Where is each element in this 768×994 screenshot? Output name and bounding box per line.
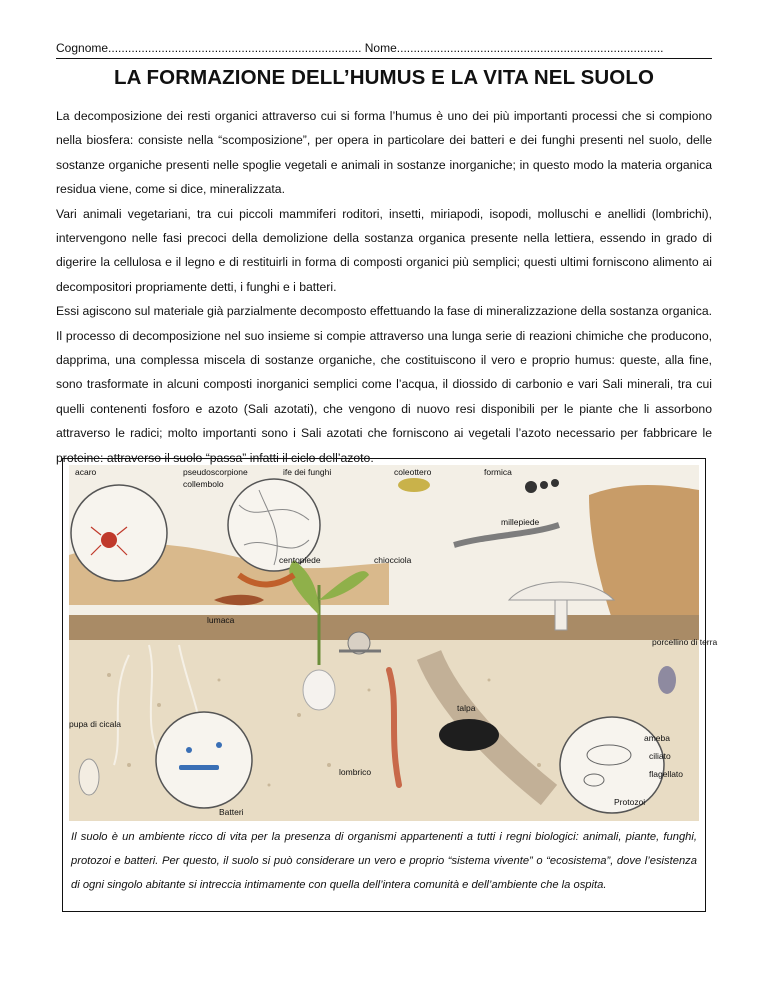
header-name-fields	[56, 38, 712, 59]
label-ciliato: ciliato	[649, 751, 671, 761]
label-ameba: ameba	[644, 733, 670, 743]
label-pupa: pupa di cicala	[69, 719, 121, 729]
label-centopiede: centopiede	[279, 555, 321, 565]
soil-illustration	[69, 465, 718, 821]
surname-field: Cognome............................................................................	[56, 41, 362, 55]
mole-drawing	[439, 719, 499, 751]
magnifier-bacteria	[156, 712, 252, 808]
cicada-pupa-drawing	[79, 759, 99, 795]
label-acaro: acaro	[75, 467, 97, 477]
label-pseudoscorpione: pseudoscorpione	[183, 467, 248, 477]
label-coleottero: coleottero	[394, 467, 432, 477]
label-talpa: talpa	[457, 703, 476, 713]
label-collembolo: collembolo	[183, 479, 224, 489]
page-title: LA FORMAZIONE DELL’HUMUS E LA VITA NEL SUOLO	[113, 66, 655, 89]
body-text	[56, 104, 712, 470]
paragraph-1: La decomposizione dei resti organici attraverso cui si forma l’humus è uno dei più importanti processi che si compiono nella biosfera: consiste nella “scomposizione”, per opera in particolare dei batteri e dei funghi presenti nel suolo, delle sostanze organiche presenti nelle spoglie vegetali e animali in sostanze inorganiche; in questo modo la materia organica residua viene, come si dice, mineralizzata.	[56, 109, 712, 197]
paragraph-2: Vari animali vegetariani, tra cui piccoli mammiferi roditori, insetti, miriapodi, isopodi, molluschi e anellidi (lombrichi), intervengono nelle fasi precoci della demolizione della sostanza organica presente nella lettiera, essendo in grado di digerire la cellulosa e il legno e di restituirli in forma di composti organici più semplici; questi ultimi forniscono alimento ai decompositori propriamente detti, i funghi e i batteri.	[56, 206, 712, 294]
label-formica: formica	[484, 467, 512, 477]
label-flagellato: flagellato	[649, 769, 684, 779]
woodlouse-drawing	[658, 666, 676, 694]
label-chiocciola: chiocciola	[374, 555, 412, 565]
label-lombrico: lombrico	[339, 767, 372, 777]
soil-life-figure	[62, 458, 718, 912]
label-lumaca: lumaca	[207, 615, 235, 625]
label-protozoi: Protozoi	[614, 797, 646, 807]
figure-caption: Il suolo è un ambiente ricco di vita per la presenza di organismi appartenenti a tutti i regni biologici: animali, piante, funghi, protozoi e batteri. Per questo, il suolo si può considerare un vero e proprio “sistema vivente” o “ecosistema”, dove l’esistenza di ogni singolo abitante si intreccia intimamente con quella dell’intera comunità e dell’ambiente che la ospita.	[71, 831, 697, 891]
label-ife: ife dei funghi	[283, 467, 332, 477]
name-field: Nome................................................................................	[364, 41, 664, 55]
label-millepiede: millepiede	[501, 517, 540, 527]
paragraph-3: Essi agiscono sul materiale già parzialmente decomposto effettuando la fase di mineralizzazione della sostanza organica. Il processo di decomposizione nel suo insieme si compie attraverso una lunga serie di reazioni chimiche che producono, dapprima, una complessa miscela di sostanze organiche, che costituiscono il vero e proprio humus: queste, alla fine, sono trasformate in alcuni composti inorganici semplici come l’acqua, il diossido di carbonio e vari Sali minerali, tra cui quelli contenenti fosforo e azoto (Sali azotati), che vengono di nuovo resi disponibili per le piante che li assorbono attraverso le radici; molto importanti sono i Sali azotati che forniscono ai vegetali l’azoto necessario per fabbricare le proteine: attraverso il suolo “passa” infatti il ciclo dell’azoto.	[56, 304, 712, 465]
label-porcellino: porcellino di terra	[652, 637, 718, 647]
beetle-drawing	[398, 478, 430, 492]
label-batteri: Batteri	[219, 807, 244, 817]
